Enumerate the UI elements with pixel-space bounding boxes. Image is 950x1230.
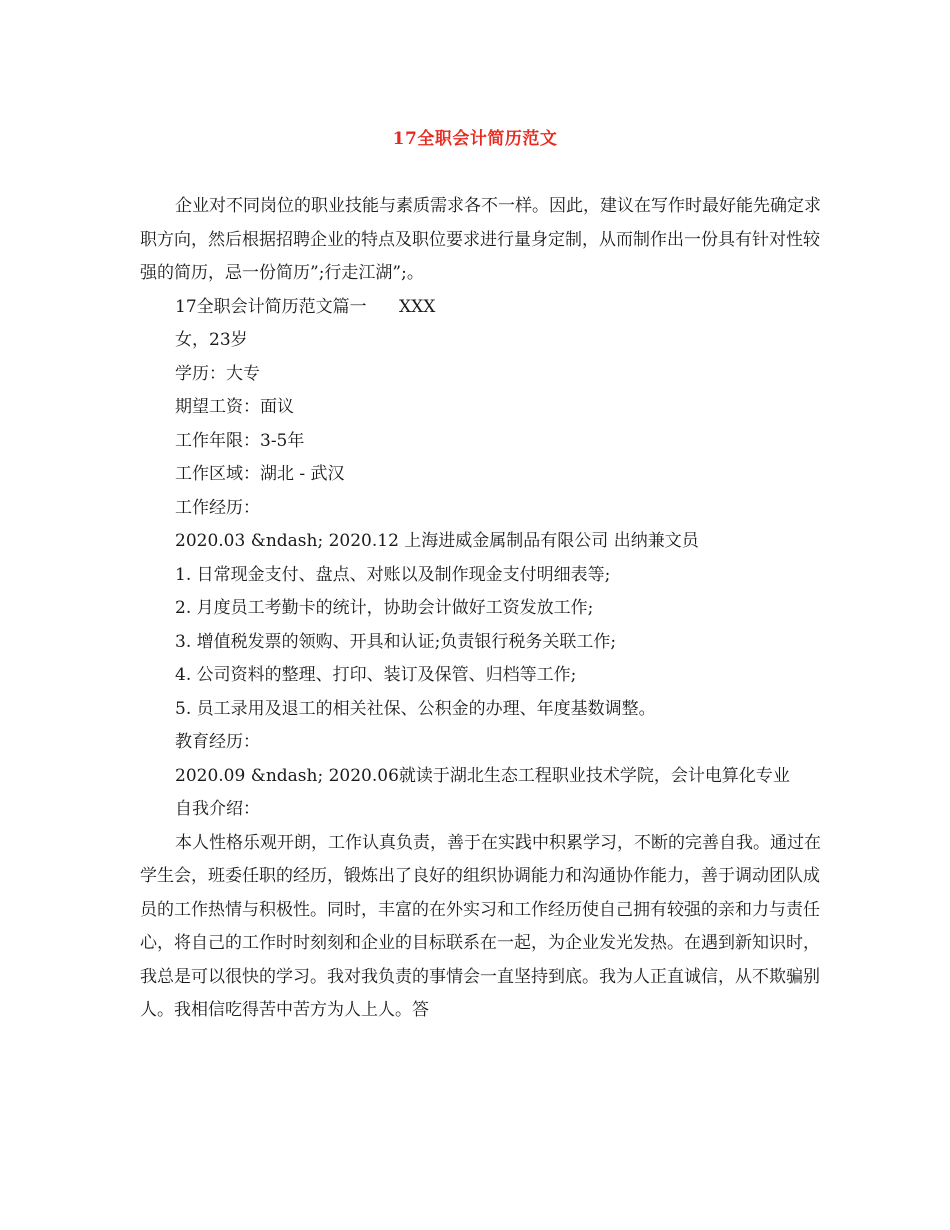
document-title: 17全职会计简历范文 (392, 129, 558, 149)
education-history-label: 教育经历： (175, 732, 260, 752)
gender-age: 女，23岁 (175, 330, 248, 350)
education-entry: 2020.09 &ndash; 2020.06就读于湖北生态工程职业技术学院，会计电算化专业 (175, 765, 790, 786)
education-level: 学历：大专 (175, 363, 260, 384)
duty-item: 3. 增值税发票的领购、开具和认证;负责银行税务关联工作; (175, 631, 617, 652)
work-years: 工作年限：3-5年 (175, 430, 305, 451)
resume-heading: 17全职会计简历范文篇一 XXX (175, 296, 436, 317)
duty-item: 4. 公司资料的整理、打印、装订及保管、归档等工作; (175, 665, 577, 685)
job-entry: 2020.03 &ndash; 2020.12 上海进威金属制品有限公司 出纳兼文员 (175, 531, 699, 551)
expected-salary: 期望工资：面议 (175, 397, 294, 417)
duty-item: 2. 月度员工考勤卡的统计，协助会计做好工资发放工作; (175, 598, 594, 618)
self-intro-label: 自我介绍： (175, 799, 260, 819)
work-history-label: 工作经历： (175, 497, 260, 518)
duty-item: 5. 员工录用及退工的相关社保、公积金的办理、年度基数调整。 (175, 698, 656, 719)
document-body (140, 190, 830, 1028)
self-intro-paragraph: 本人性格乐观开朗，工作认真负责，善于在实践中积累学习，不断的完善自我。通过在学生会，班委任职的经历，锻炼出了良好的组织协调能力和沟通协作能力，善于调动团队成员的工作热情与积极性。同时，丰富的在外实习和工作经历使自己拥有较强的亲和力与责任心，将自己的工作时时刻刻和企业的目标联系在一起，为企业发光发热。在遇到新知识时，我总是可以很快的学习。我对我负责的事情会一直坚持到底。我为人正直诚信，从不欺骗别人。我相信吃得苦中苦方为人上人。答 (140, 832, 821, 1020)
intro-paragraph: 企业对不同岗位的职业技能与素质需求各不一样。因此，建议在写作时最好能先确定求职方向，然后根据招聘企业的特点及职位要求进行量身定制，从而制作出一份具有针对性较强的简历，忌一份简历”;行走江湖”;。 (140, 196, 821, 283)
work-region: 工作区域：湖北 - 武汉 (175, 464, 345, 484)
duty-item: 1. 日常现金支付、盘点、对账以及制作现金支付明细表等; (175, 564, 611, 585)
